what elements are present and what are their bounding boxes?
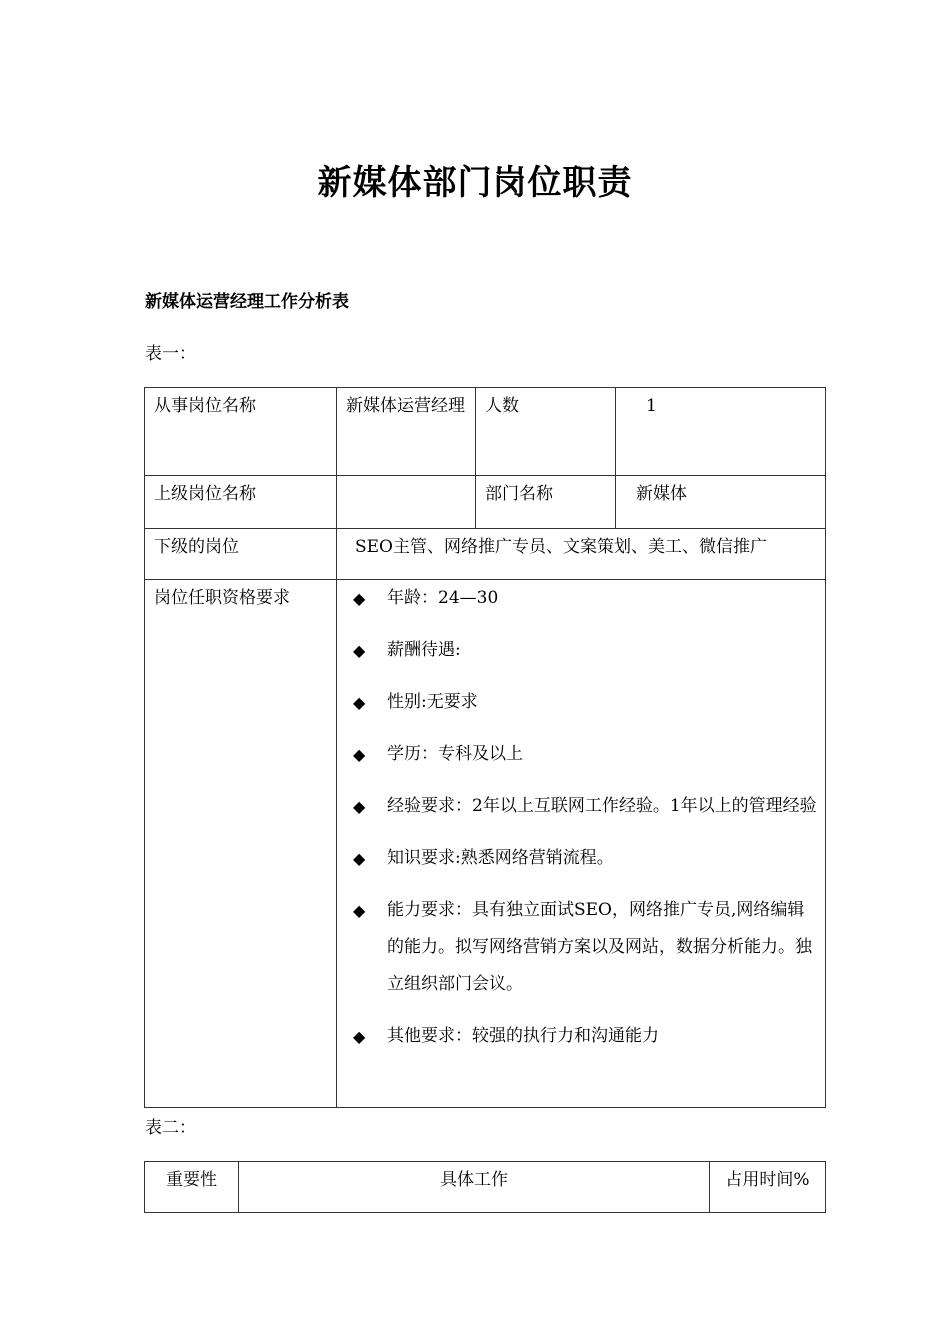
superior-position-value (337, 476, 476, 529)
requirement-text: 知识要求:熟悉网络营销流程。 (387, 848, 614, 868)
requirement-text: 薪酬待遇: (387, 640, 461, 660)
importance-header: 重要性 (145, 1162, 239, 1213)
position-name-label: 从事岗位名称 (145, 388, 337, 476)
black-diamond-icon: ◆ (353, 745, 366, 764)
table-row (145, 580, 826, 1108)
requirement-text: 能力要求：具有独立面试SEO，网络推广专员,网络编辑的能力。拟写网络营销方案以及网站，数据分析能力。独立组织部门会议。 (387, 900, 812, 994)
qualification-requirements-list-cell (337, 580, 826, 1108)
list-item (337, 892, 825, 1003)
page-title: 新媒体部门岗位职责 (317, 163, 633, 203)
requirement-text: 经验要求：2年以上互联网工作经验。1年以上的管理经验 (387, 796, 817, 816)
section-heading: 新媒体运营经理工作分析表 (145, 292, 349, 312)
department-label: 部门名称 (476, 476, 616, 529)
table-row (145, 476, 826, 529)
requirement-text: 性别:无要求 (387, 692, 478, 712)
list-item (337, 684, 825, 721)
list-item (337, 788, 825, 825)
list-item (337, 736, 825, 773)
table-one-caption: 表一： (145, 344, 196, 364)
list-item (337, 580, 825, 617)
table-row (145, 529, 826, 580)
requirement-text: 其他要求：较强的执行力和沟通能力 (387, 1026, 659, 1046)
specific-work-header: 具体工作 (239, 1162, 710, 1213)
job-analysis-table (144, 387, 826, 1108)
black-diamond-icon: ◆ (353, 693, 366, 712)
table-row (145, 1162, 826, 1213)
black-diamond-icon: ◆ (353, 1027, 366, 1046)
black-diamond-icon: ◆ (353, 901, 366, 920)
list-item (337, 632, 825, 669)
subordinate-positions-value: SEO主管、网络推广专员、文案策划、美工、微信推广 (337, 529, 826, 580)
qualification-requirements-list (337, 580, 825, 1055)
qualification-requirements-label: 岗位任职资格要求 (145, 580, 337, 1108)
time-percentage-header: 占用时间% (710, 1162, 826, 1213)
headcount-value: 1 (616, 388, 826, 476)
table-two-caption: 表二： (145, 1118, 196, 1138)
black-diamond-icon: ◆ (353, 849, 366, 868)
black-diamond-icon: ◆ (353, 641, 366, 660)
black-diamond-icon: ◆ (353, 589, 366, 608)
list-item (337, 840, 825, 877)
department-value: 新媒体 (616, 476, 826, 529)
table-row (145, 388, 826, 476)
list-item (337, 1018, 825, 1055)
requirement-text: 年龄：24—30 (387, 588, 499, 608)
requirement-text: 学历：专科及以上 (387, 744, 523, 764)
headcount-label: 人数 (476, 388, 616, 476)
position-name-value: 新媒体运营经理 (337, 388, 476, 476)
work-content-table (144, 1161, 826, 1213)
subordinate-positions-label: 下级的岗位 (145, 529, 337, 580)
superior-position-label: 上级岗位名称 (145, 476, 337, 529)
black-diamond-icon: ◆ (353, 797, 366, 816)
